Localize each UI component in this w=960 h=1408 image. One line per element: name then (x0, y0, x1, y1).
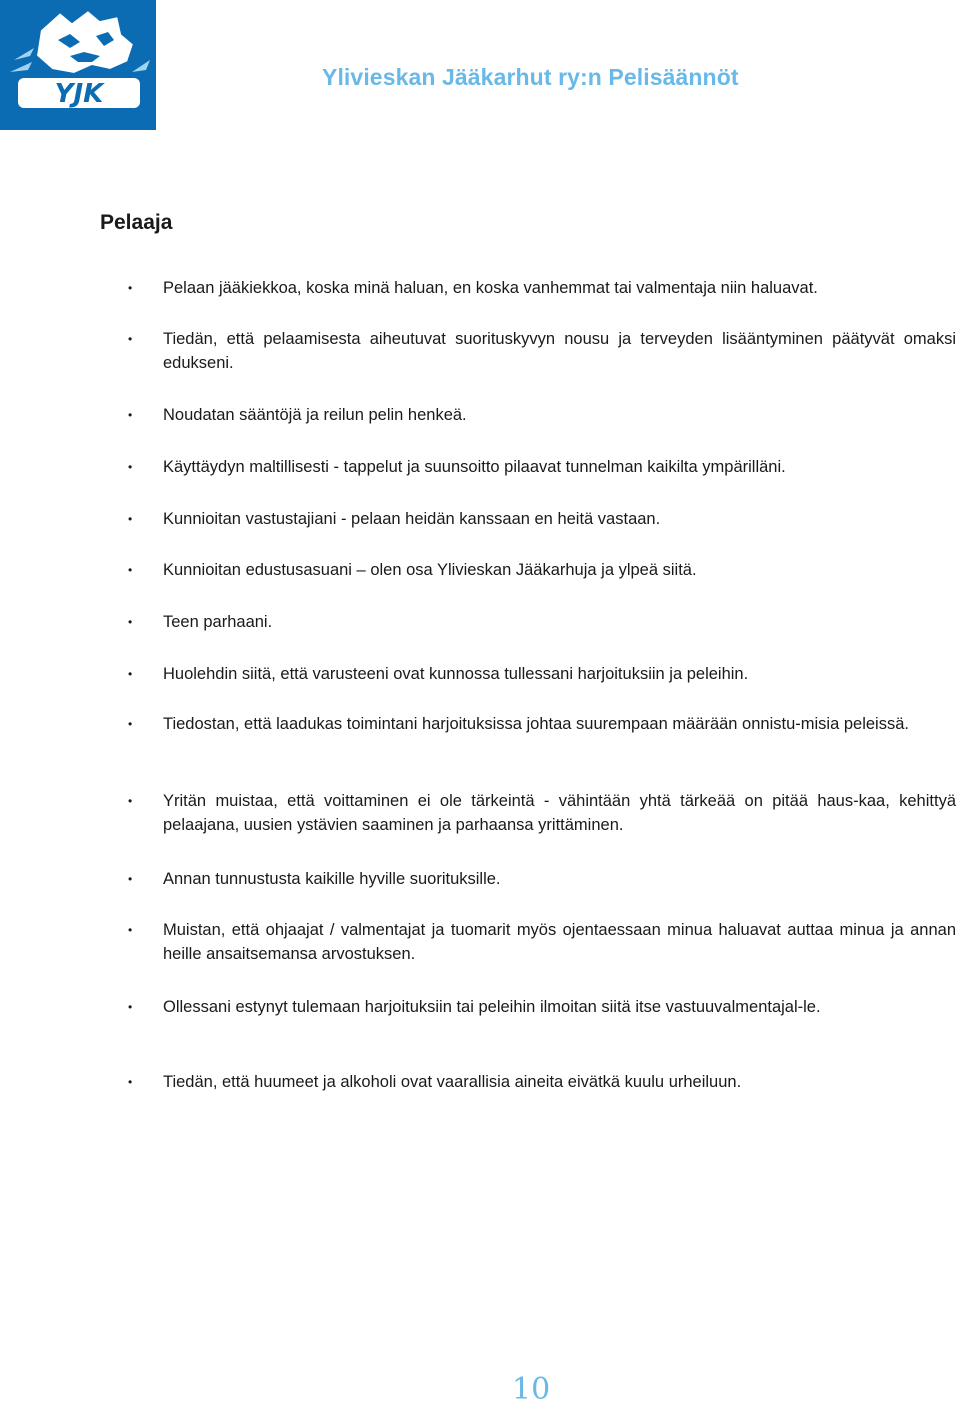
bullet-icon: • (128, 281, 133, 295)
rule-text: Kunnioitan vastustajiani - pelaan heidän kanssaan en heitä vastaan. (163, 510, 661, 528)
bullet-icon: • (128, 512, 133, 526)
bullet-icon: • (128, 872, 133, 886)
bullet-icon: • (128, 717, 133, 731)
page-number: 10 (512, 1372, 551, 1407)
rule-text: Teen parhaani. (163, 613, 273, 631)
bullet-icon: • (128, 923, 133, 937)
bullet-icon: • (128, 332, 133, 346)
bullet-icon: • (128, 1000, 133, 1014)
rule-text: Muistan, että ohjaajat / valmentajat ja tuomarit myös ojentaessaan minua haluavat auttaa minua ja annan heille ansaitsemansa arvostuksen. (163, 921, 956, 963)
club-logo (0, 0, 156, 130)
rule-text: Tiedän, että pelaamisesta aiheutuvat suorituskyvyn nousu ja terveyden lisääntyminen päätyvät omaksi edukseni. (163, 330, 956, 372)
bullet-icon: • (128, 615, 133, 629)
rule-text: Noudatan sääntöjä ja reilun pelin henkeä. (163, 406, 467, 424)
rule-text: Käyttäydyn maltillisesti - tappelut ja suunsoitto pilaavat tunnelman kaikilta ympärilläni. (163, 458, 786, 476)
document-title: Ylivieskan Jääkarhut ry:n Pelisäännöt (322, 64, 739, 90)
polar-bear-logo-icon (0, 0, 156, 130)
bullet-icon: • (128, 794, 133, 808)
bullet-icon: • (128, 460, 133, 474)
section-heading: Pelaaja (100, 211, 173, 234)
rule-text: Tiedän, että huumeet ja alkoholi ovat vaarallisia aineita eivätkä kuulu urheiluun. (163, 1073, 742, 1091)
rule-text: Tiedostan, että laadukas toimintani harjoituksissa johtaa suurempaan määrään onnistu-misia peleissä. (163, 715, 909, 733)
logo-lettering: YJK (54, 79, 104, 109)
bullet-icon: • (128, 1075, 133, 1089)
rule-text: Pelaan jääkiekkoa, koska minä haluan, en koska vanhemmat tai valmentaja niin haluavat. (163, 279, 818, 297)
rule-text: Yritän muistaa, että voittaminen ei ole tärkeintä - vähintään yhtä tärkeää on pitää haus-kaa, kehittyä pelaajana, uusien ystävien saaminen ja parhaansa yrittäminen. (163, 792, 956, 834)
bullet-icon: • (128, 408, 133, 422)
bullet-icon: • (128, 563, 133, 577)
rule-text: Annan tunnustusta kaikille hyville suorituksille. (163, 870, 501, 888)
bullet-icon: • (128, 667, 133, 681)
rule-text: Kunnioitan edustusasuani – olen osa Ylivieskan Jääkarhuja ja ylpeä siitä. (163, 561, 697, 579)
rule-text: Ollessani estynyt tulemaan harjoituksiin tai peleihin ilmoitan siitä itse vastuuvalmentajal-le. (163, 998, 821, 1016)
rule-text: Huolehdin siitä, että varusteeni ovat kunnossa tullessani harjoituksiin ja peleihin. (163, 665, 749, 683)
